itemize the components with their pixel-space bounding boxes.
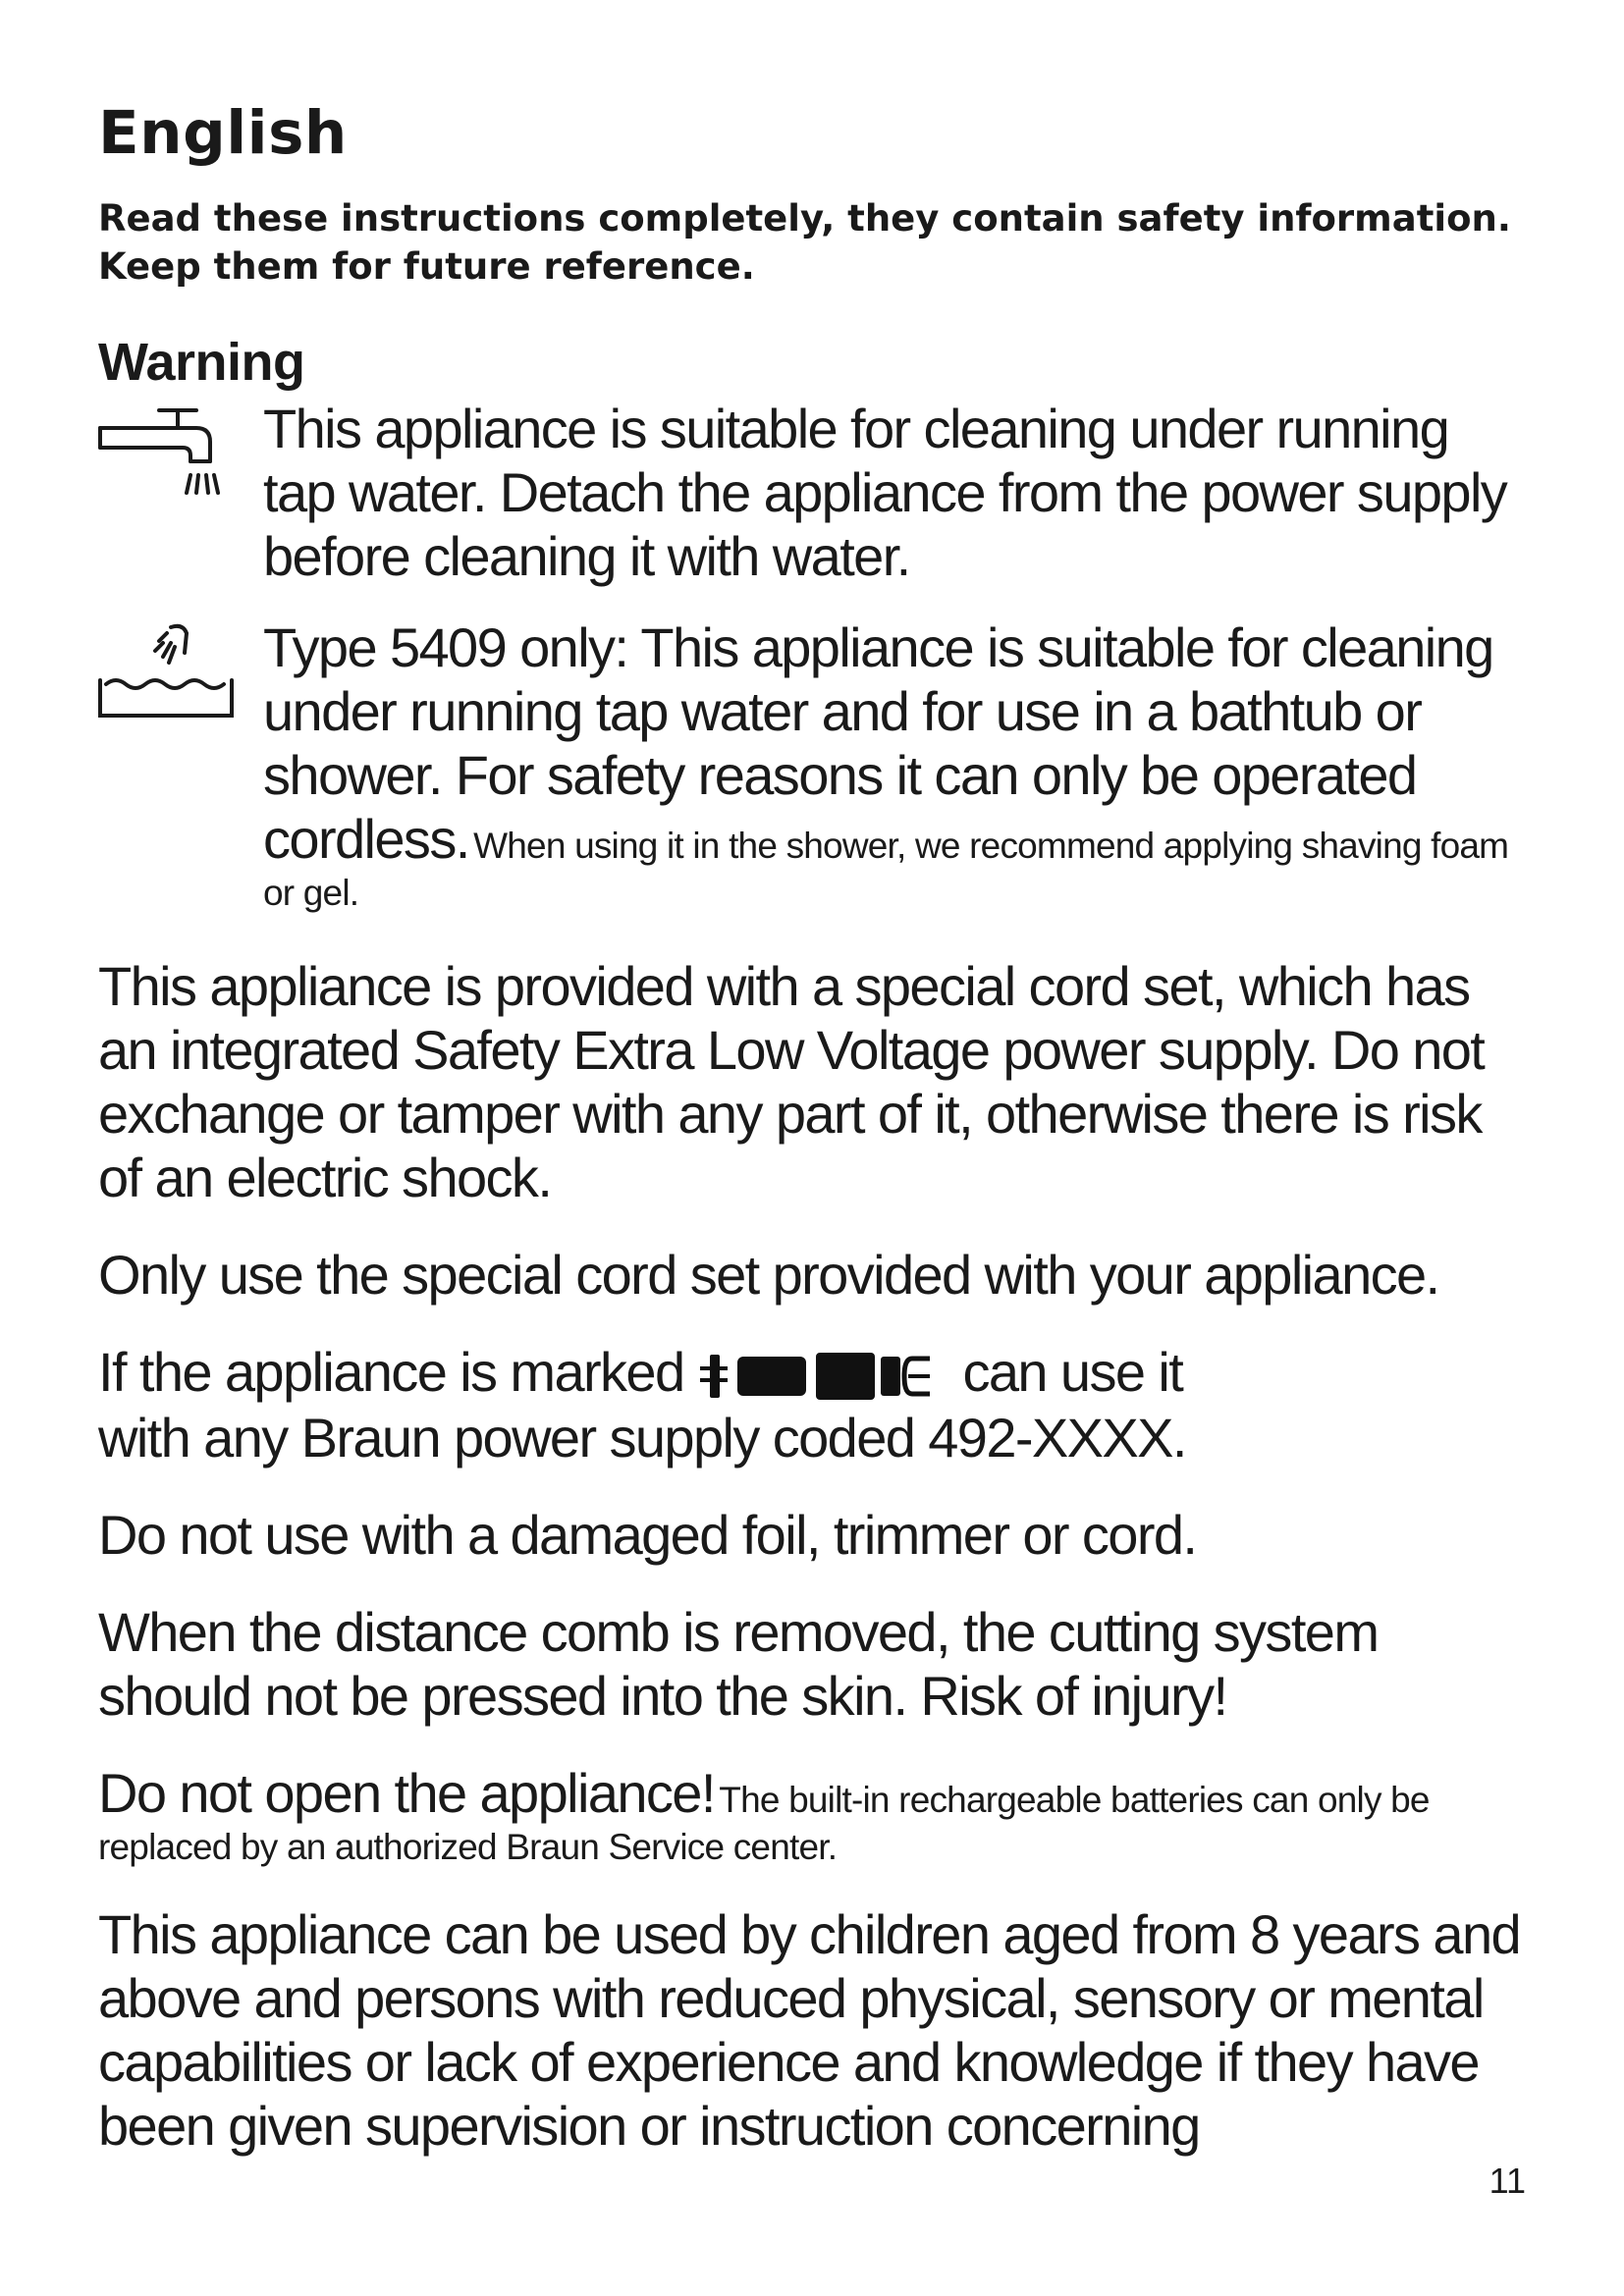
open-appliance-paragraph	[98, 1761, 1532, 1869]
cord-set-paragraph: This appliance is provided with a special cord set, which has an integrated Safety Extra Low Voltage power supply. Do not exchange or tamper with any part of it, otherwise there is risk of an electric shock.	[98, 955, 1485, 1208]
only-use-paragraph: Only use the special cord set provided with your appliance.	[98, 1244, 1439, 1306]
intro-line-1: Read these instructions completely, they contain safety information.	[98, 197, 1511, 240]
tap-water-icon	[98, 404, 236, 522]
comb-paragraph: When the distance comb is removed, the cutting system should not be pressed into the skin. Risk of injury!	[98, 1601, 1379, 1728]
tap-water-section	[98, 397, 1532, 588]
marked-text-after: can use it	[962, 1341, 1183, 1403]
children-paragraph: This appliance can be used by children aged from 8 years and above and persons with reduced physical, sensory or mental capabilities or lack of experience and knowledge if they have been given supervision or instruction concerning	[98, 1903, 1521, 2158]
marked-text-line2: with any Braun power supply coded 492-XXXX.	[98, 1407, 1186, 1469]
shower-text	[263, 615, 1532, 915]
shower-text-main: Type 5409 only: This appliance is suitable for cleaning under running tap water and for use in a bathtub or shower. For safety reasons it can only be operated cordless.	[263, 616, 1493, 870]
manual-page	[98, 98, 1532, 2158]
intro-line-2: Keep them for future reference.	[98, 245, 755, 288]
marked-text-before: If the appliance is marked	[98, 1341, 684, 1403]
open-text-main: Do not open the appliance!	[98, 1762, 715, 1825]
page-number: 11	[1489, 2161, 1526, 2201]
open-text-note: The built-in rechargeable batteries can only be replaced by an authorized Braun Service center.	[98, 1780, 1430, 1868]
marked-paragraph	[98, 1340, 1532, 1469]
language-heading: English	[98, 98, 348, 168]
power-supply-marking-symbol	[698, 1347, 949, 1406]
tap-water-text: This appliance is suitable for cleaning under running tap water. Detach the appliance from the power supply before cleaning it with water.	[263, 398, 1507, 587]
shower-section	[98, 615, 1532, 915]
shower-bathtub-icon	[98, 623, 236, 741]
shower-text-note: When using it in the shower, we recommend applying shaving foam or gel.	[263, 826, 1509, 913]
intro-notice	[98, 194, 1532, 291]
damaged-paragraph: Do not use with a damaged foil, trimmer or cord.	[98, 1504, 1197, 1567]
warning-heading: Warning	[98, 333, 305, 392]
